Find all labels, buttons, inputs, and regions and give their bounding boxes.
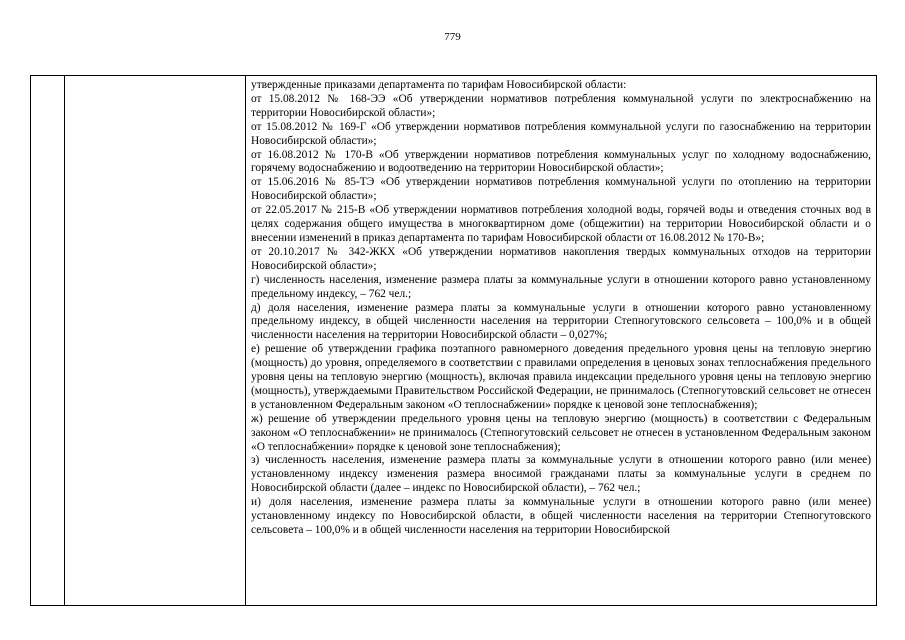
page-number: 779	[444, 31, 461, 43]
column-divider-2	[245, 76, 246, 605]
paragraph-order-215: от 22.05.2017 № 215-В «Об утверждении нормативов потребления холодной воды, горячей воды и отведения сточных вод в целях содержания общего имущества в многоквартирном доме (общежитии) на территории Новосибирской области и о внесении изменений в приказ департамента по тарифам Новосибирской области от 16.08.2012 № 170-В»;	[251, 204, 871, 244]
paragraph-order-170: от 16.08.2012 № 170-В «Об утверждении нормативов потребления коммунальных услуг по холодному водоснабжению, горячему водоснабжению и водоотведению на территории Новосибирской области»;	[251, 148, 871, 175]
document-table	[30, 75, 877, 606]
paragraph-order-342: от 20.10.2017 № 342-ЖКХ «Об утверждении нормативов накопления твердых коммунальных отходов на территории Новосибирской области»;	[251, 245, 871, 272]
paragraph-order-168: от 15.08.2012 № 168-ЭЭ «Об утверждении нормативов потребления коммунальной услуги по электроснабжению на территории Новосибирской области»;	[251, 92, 871, 119]
paragraph-item-e: е) решение об утверждении графика поэтапного равномерного доведения предельного уровня цены на тепловую энергию (мощность) до уровня, определяемого в соответствии с правилами определения в ценовых зонах теплоснабжения предельного уровня цены на тепловую энергию (мощность), включая правила индексации предельного уровня цены на тепловую энергию (мощность), утверждаемыми Правительством Российской Федерации, не принималось (Степногутовский сельсовет не отнесен в установленном Федеральным законом «О теплоснабжении» порядке к ценовой зоне теплоснабжения);	[251, 343, 871, 411]
paragraph-item-g: г) численность населения, изменение размера платы за коммунальные услуги в отношении которого равно установленному предельному индексу, – 762 чел.;	[251, 273, 871, 300]
paragraph-item-zh: ж) решение об утверждении предельного уровня цены на тепловую энергию (мощность) в соответствии с Федеральным законом «О теплоснабжении» не принималось (Степногутовский сельсовет не отнесен в установленном Федеральным законом «О теплоснабжении» порядке к ценовой зоне теплоснабжения);	[251, 412, 871, 453]
paragraph-item-d: д) доля населения, изменение размера платы за коммунальные услуги в отношении которого равно установленному предельному индексу, в общей численности населения на территории Степногутовского сельсовета – 100,0% и в общей численности населения на территории Новосибирской области – 0,027%;	[251, 301, 871, 342]
paragraph-intro: утвержденные приказами департамента по тарифам Новосибирской области:	[251, 79, 627, 91]
paragraph-item-i: и) доля населения, изменение размера платы за коммунальные услуги в отношении которого равно (или менее) установленному индексу по Новосибирской области, в общей численности населения на территории Степногутовского сельсовета – 100,0% и в общей численности населения на территории Новосибирской	[251, 496, 871, 536]
column-divider-1	[64, 76, 65, 605]
text-cell	[251, 79, 871, 605]
paragraph-order-85: от 15.06.2016 № 85-ТЭ «Об утверждении нормативов потребления коммунальной услуги по отоплению на территории Новосибирской области»;	[251, 176, 871, 203]
paragraph-item-z: з) численность населения, изменение размера платы за коммунальные услуги в отношении которого равно (или менее) установленному индексу изменения размера вносимой гражданами платы за коммунальные услуги в среднем по Новосибирской области (далее – индекс по Новосибирской области), – 762 чел.;	[251, 454, 871, 495]
paragraph-order-169: от 15.08.2012 № 169-Г «Об утверждении нормативов потребления коммунальной услуги по газоснабжению на территории Новосибирской области»;	[251, 120, 871, 147]
